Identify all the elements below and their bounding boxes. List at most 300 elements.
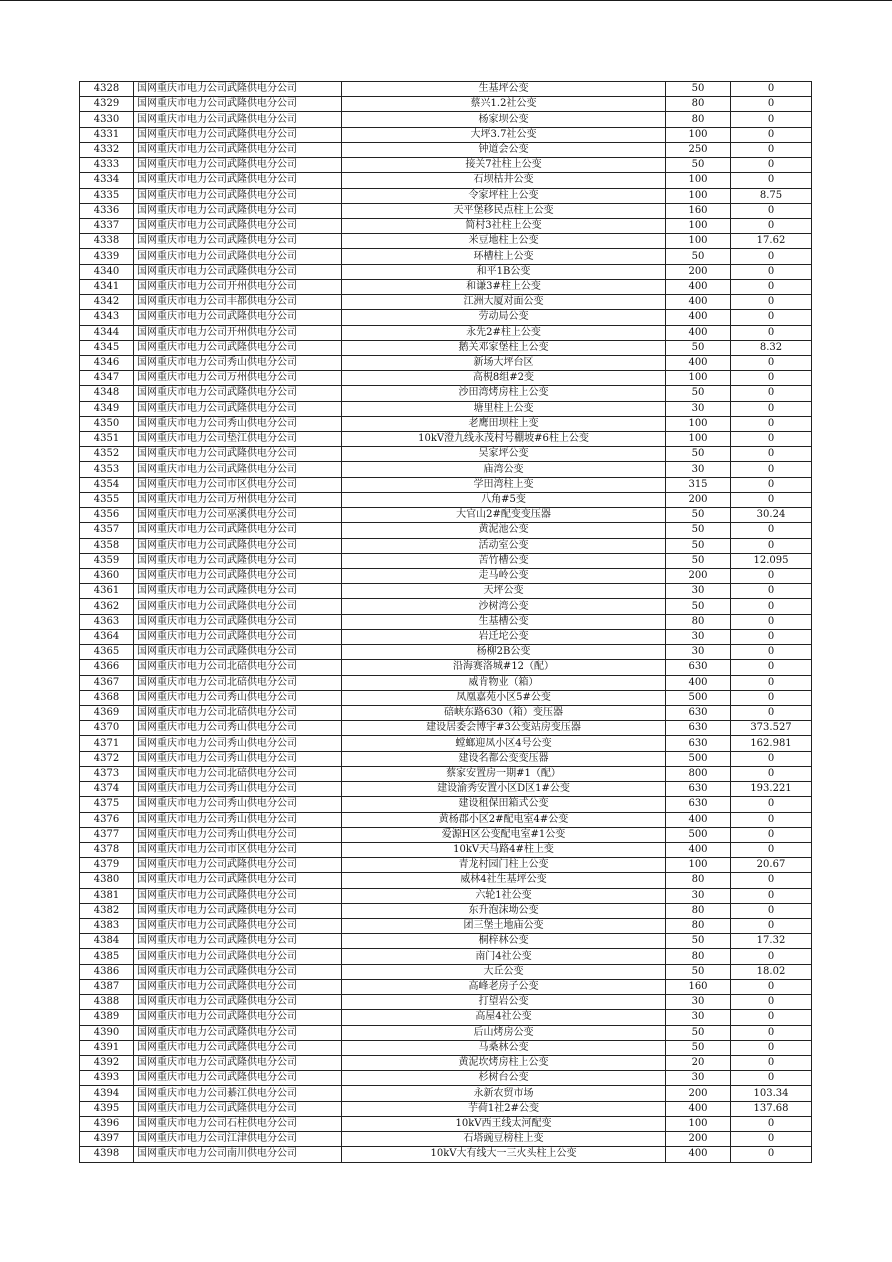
capacity-cell: 400 — [666, 279, 731, 294]
company-cell: 国网重庆市电力公司市区供电分公司 — [134, 477, 342, 492]
company-cell: 国网重庆市电力公司开州供电分公司 — [134, 279, 342, 294]
table-row — [80, 584, 812, 599]
transformer-name-cell: 永先2#柱上公变 — [342, 325, 666, 340]
value-cell: 17.62 — [731, 234, 812, 249]
row-number-cell: 4353 — [80, 462, 134, 477]
capacity-cell: 315 — [666, 477, 731, 492]
transformer-name-cell: 建设渝秀安置小区D区1#公变 — [342, 782, 666, 797]
transformer-name-cell: 苦竹槽公变 — [342, 553, 666, 568]
row-number-cell: 4382 — [80, 903, 134, 918]
row-number-cell: 4359 — [80, 553, 134, 568]
transformer-name-cell: 爱源H区公变配电室#1公变 — [342, 827, 666, 842]
value-cell: 17.32 — [731, 934, 812, 949]
transformer-name-cell: 沿海赛洛城#12（配） — [342, 660, 666, 675]
capacity-cell: 80 — [666, 903, 731, 918]
capacity-cell: 50 — [666, 386, 731, 401]
value-cell: 0 — [731, 310, 812, 325]
value-cell: 0 — [731, 82, 812, 97]
transformer-name-cell: 和平1B公变 — [342, 264, 666, 279]
transformer-name-cell: 岩迁坨公变 — [342, 629, 666, 644]
company-cell: 国网重庆市电力公司武隆供电分公司 — [134, 599, 342, 614]
capacity-cell: 400 — [666, 812, 731, 827]
table-row — [80, 964, 812, 979]
company-cell: 国网重庆市电力公司武隆供电分公司 — [134, 127, 342, 142]
company-cell: 国网重庆市电力公司秀山供电分公司 — [134, 797, 342, 812]
table-row — [80, 751, 812, 766]
table-row — [80, 1147, 812, 1162]
capacity-cell: 100 — [666, 432, 731, 447]
transformer-name-cell: 高峰老房子公变 — [342, 979, 666, 994]
company-cell: 国网重庆市电力公司开州供电分公司 — [134, 325, 342, 340]
value-cell: 0 — [731, 873, 812, 888]
value-cell: 0 — [731, 705, 812, 720]
value-cell: 137.68 — [731, 1101, 812, 1116]
value-cell: 0 — [731, 569, 812, 584]
row-number-cell: 4339 — [80, 249, 134, 264]
transformer-name-cell: 黄杨郡小区2#配电室4#公变 — [342, 812, 666, 827]
company-cell: 国网重庆市电力公司武隆供电分公司 — [134, 249, 342, 264]
capacity-cell: 100 — [666, 234, 731, 249]
row-number-cell: 4390 — [80, 1025, 134, 1040]
value-cell: 0 — [731, 599, 812, 614]
row-number-cell: 4389 — [80, 1010, 134, 1025]
company-cell: 国网重庆市电力公司秀山供电分公司 — [134, 751, 342, 766]
company-cell: 国网重庆市电力公司武隆供电分公司 — [134, 569, 342, 584]
value-cell: 0 — [731, 447, 812, 462]
capacity-cell: 50 — [666, 523, 731, 538]
capacity-cell: 400 — [666, 842, 731, 857]
value-cell: 0 — [731, 614, 812, 629]
company-cell: 国网重庆市电力公司秀山供电分公司 — [134, 721, 342, 736]
row-number-cell: 4395 — [80, 1101, 134, 1116]
transformer-name-cell: 蔡家安置房一期#1（配） — [342, 766, 666, 781]
value-cell: 0 — [731, 203, 812, 218]
value-cell: 0 — [731, 97, 812, 112]
row-number-cell: 4342 — [80, 295, 134, 310]
value-cell: 0 — [731, 355, 812, 370]
table-row — [80, 492, 812, 507]
row-number-cell: 4328 — [80, 82, 134, 97]
table-row — [80, 629, 812, 644]
table-row — [80, 158, 812, 173]
capacity-cell: 250 — [666, 142, 731, 157]
row-number-cell: 4362 — [80, 599, 134, 614]
transformer-name-cell: 黄泥坎烤房柱上公变 — [342, 1056, 666, 1071]
company-cell: 国网重庆市电力公司武隆供电分公司 — [134, 629, 342, 644]
row-number-cell: 4363 — [80, 614, 134, 629]
company-cell: 国网重庆市电力公司武隆供电分公司 — [134, 614, 342, 629]
company-cell: 国网重庆市电力公司武隆供电分公司 — [134, 218, 342, 233]
row-number-cell: 4340 — [80, 264, 134, 279]
row-number-cell: 4387 — [80, 979, 134, 994]
row-number-cell: 4391 — [80, 1040, 134, 1055]
row-number-cell: 4388 — [80, 995, 134, 1010]
transformer-name-cell: 塘里柱上公变 — [342, 401, 666, 416]
capacity-cell: 30 — [666, 462, 731, 477]
transformer-name-cell: 建设名都公变变压器 — [342, 751, 666, 766]
value-cell: 12.095 — [731, 553, 812, 568]
transformer-name-cell: 生基槽公变 — [342, 614, 666, 629]
company-cell: 国网重庆市电力公司武隆供电分公司 — [134, 858, 342, 873]
transformer-name-cell: 打望岩公变 — [342, 995, 666, 1010]
row-number-cell: 4336 — [80, 203, 134, 218]
value-cell: 0 — [731, 477, 812, 492]
table-row — [80, 127, 812, 142]
value-cell: 0 — [731, 903, 812, 918]
table-row — [80, 82, 812, 97]
value-cell: 0 — [731, 218, 812, 233]
row-number-cell: 4372 — [80, 751, 134, 766]
company-cell: 国网重庆市电力公司石柱供电分公司 — [134, 1116, 342, 1131]
capacity-cell: 500 — [666, 751, 731, 766]
row-number-cell: 4367 — [80, 675, 134, 690]
capacity-cell: 80 — [666, 919, 731, 934]
table-row — [80, 432, 812, 447]
table-row — [80, 279, 812, 294]
company-cell: 国网重庆市电力公司武隆供电分公司 — [134, 934, 342, 949]
value-cell: 0 — [731, 584, 812, 599]
row-number-cell: 4350 — [80, 416, 134, 431]
value-cell: 0 — [731, 812, 812, 827]
table-row — [80, 995, 812, 1010]
row-number-cell: 4365 — [80, 645, 134, 660]
table-row — [80, 782, 812, 797]
row-number-cell: 4329 — [80, 97, 134, 112]
row-number-cell: 4348 — [80, 386, 134, 401]
row-number-cell: 4347 — [80, 371, 134, 386]
row-number-cell: 4369 — [80, 705, 134, 720]
transformer-name-cell: 南门4社公变 — [342, 949, 666, 964]
transformer-name-cell: 凤凰嘉苑小区5#公变 — [342, 690, 666, 705]
company-cell: 国网重庆市电力公司武隆供电分公司 — [134, 462, 342, 477]
row-number-cell: 4377 — [80, 827, 134, 842]
transformer-name-cell: 米豆地柱上公变 — [342, 234, 666, 249]
capacity-cell: 50 — [666, 599, 731, 614]
table-row — [80, 690, 812, 705]
row-number-cell: 4397 — [80, 1132, 134, 1147]
capacity-cell: 500 — [666, 690, 731, 705]
table-row — [80, 142, 812, 157]
table-row — [80, 249, 812, 264]
table-row — [80, 1132, 812, 1147]
table-row — [80, 614, 812, 629]
company-cell: 国网重庆市电力公司武隆供电分公司 — [134, 340, 342, 355]
row-number-cell: 4356 — [80, 508, 134, 523]
company-cell: 国网重庆市电力公司武隆供电分公司 — [134, 142, 342, 157]
capacity-cell: 30 — [666, 995, 731, 1010]
company-cell: 国网重庆市电力公司秀山供电分公司 — [134, 690, 342, 705]
value-cell: 0 — [731, 842, 812, 857]
company-cell: 国网重庆市电力公司武隆供电分公司 — [134, 1056, 342, 1071]
capacity-cell: 50 — [666, 934, 731, 949]
capacity-cell: 100 — [666, 127, 731, 142]
capacity-cell: 80 — [666, 873, 731, 888]
row-number-cell: 4368 — [80, 690, 134, 705]
value-cell: 0 — [731, 401, 812, 416]
transformer-name-cell: 吴家坪公变 — [342, 447, 666, 462]
value-cell: 20.67 — [731, 858, 812, 873]
row-number-cell: 4393 — [80, 1071, 134, 1086]
row-number-cell: 4349 — [80, 401, 134, 416]
transformer-name-cell: 桐梓林公变 — [342, 934, 666, 949]
table-row — [80, 295, 812, 310]
table-row — [80, 234, 812, 249]
row-number-cell: 4351 — [80, 432, 134, 447]
transformer-name-cell: 后山烤房公变 — [342, 1025, 666, 1040]
capacity-cell: 100 — [666, 416, 731, 431]
value-cell: 0 — [731, 919, 812, 934]
capacity-cell: 50 — [666, 82, 731, 97]
transformer-name-cell: 鹅关邓家堡柱上公变 — [342, 340, 666, 355]
capacity-cell: 50 — [666, 538, 731, 553]
value-cell: 0 — [731, 492, 812, 507]
transformer-name-cell: 团三堡土地庙公变 — [342, 919, 666, 934]
row-number-cell: 4364 — [80, 629, 134, 644]
company-cell: 国网重庆市电力公司武隆供电分公司 — [134, 97, 342, 112]
capacity-cell: 630 — [666, 721, 731, 736]
value-cell: 0 — [731, 1071, 812, 1086]
value-cell: 193.221 — [731, 782, 812, 797]
transformer-name-cell: 天坪公变 — [342, 584, 666, 599]
value-cell: 0 — [731, 432, 812, 447]
transformer-name-cell: 令家坪柱上公变 — [342, 188, 666, 203]
transformer-name-cell: 和谦3#柱上公变 — [342, 279, 666, 294]
row-number-cell: 4381 — [80, 888, 134, 903]
row-number-cell: 4341 — [80, 279, 134, 294]
transformer-name-cell: 沙田湾烤房柱上公变 — [342, 386, 666, 401]
company-cell: 国网重庆市电力公司武隆供电分公司 — [134, 903, 342, 918]
value-cell: 0 — [731, 949, 812, 964]
transformer-name-cell: 环槽柱上公变 — [342, 249, 666, 264]
value-cell: 0 — [731, 1056, 812, 1071]
transformer-name-cell: 六轮1社公变 — [342, 888, 666, 903]
row-number-cell: 4337 — [80, 218, 134, 233]
transformer-name-cell: 生基坪公变 — [342, 82, 666, 97]
row-number-cell: 4383 — [80, 919, 134, 934]
capacity-cell: 30 — [666, 888, 731, 903]
capacity-cell: 160 — [666, 979, 731, 994]
transformer-name-cell: 建设租保田箱式公变 — [342, 797, 666, 812]
table-row — [80, 188, 812, 203]
row-number-cell: 4392 — [80, 1056, 134, 1071]
transformer-name-cell: 大坪3.7社公变 — [342, 127, 666, 142]
value-cell: 0 — [731, 766, 812, 781]
transformer-name-cell: 杨柳2B公变 — [342, 645, 666, 660]
transformer-name-cell: 10kV西王线太河配变 — [342, 1116, 666, 1131]
capacity-cell: 30 — [666, 629, 731, 644]
value-cell: 162.981 — [731, 736, 812, 751]
table-row — [80, 569, 812, 584]
company-cell: 国网重庆市电力公司綦江供电分公司 — [134, 1086, 342, 1101]
row-number-cell: 4394 — [80, 1086, 134, 1101]
company-cell: 国网重庆市电力公司秀山供电分公司 — [134, 736, 342, 751]
capacity-cell: 200 — [666, 264, 731, 279]
company-cell: 国网重庆市电力公司秀山供电分公司 — [134, 827, 342, 842]
company-cell: 国网重庆市电力公司武隆供电分公司 — [134, 888, 342, 903]
company-cell: 国网重庆市电力公司武隆供电分公司 — [134, 1101, 342, 1116]
row-number-cell: 4375 — [80, 797, 134, 812]
value-cell: 0 — [731, 371, 812, 386]
table-row — [80, 173, 812, 188]
transformer-table — [79, 81, 812, 1163]
row-number-cell: 4398 — [80, 1147, 134, 1162]
value-cell: 0 — [731, 538, 812, 553]
company-cell: 国网重庆市电力公司北碚供电分公司 — [134, 675, 342, 690]
row-number-cell: 4333 — [80, 158, 134, 173]
transformer-name-cell: 老鹰田坝柱上变 — [342, 416, 666, 431]
table-row — [80, 1086, 812, 1101]
transformer-name-cell: 活动室公变 — [342, 538, 666, 553]
capacity-cell: 80 — [666, 614, 731, 629]
transformer-name-cell: 石塔豌豆榜柱上变 — [342, 1132, 666, 1147]
row-number-cell: 4378 — [80, 842, 134, 857]
row-number-cell: 4338 — [80, 234, 134, 249]
capacity-cell: 100 — [666, 173, 731, 188]
row-number-cell: 4345 — [80, 340, 134, 355]
table-row — [80, 1056, 812, 1071]
table-row — [80, 721, 812, 736]
capacity-cell: 50 — [666, 964, 731, 979]
value-cell: 0 — [731, 416, 812, 431]
table-row — [80, 979, 812, 994]
company-cell: 国网重庆市电力公司武隆供电分公司 — [134, 553, 342, 568]
row-number-cell: 4352 — [80, 447, 134, 462]
table-row — [80, 858, 812, 873]
capacity-cell: 30 — [666, 401, 731, 416]
capacity-cell: 400 — [666, 310, 731, 325]
company-cell: 国网重庆市电力公司秀山供电分公司 — [134, 782, 342, 797]
table-row — [80, 401, 812, 416]
row-number-cell: 4385 — [80, 949, 134, 964]
transformer-name-cell: 10kV大有线大一三火头柱上公变 — [342, 1147, 666, 1162]
table-row — [80, 949, 812, 964]
capacity-cell: 160 — [666, 203, 731, 218]
company-cell: 国网重庆市电力公司武隆供电分公司 — [134, 949, 342, 964]
company-cell: 国网重庆市电力公司垫江供电分公司 — [134, 432, 342, 447]
transformer-name-cell: 新场大坪台区 — [342, 355, 666, 370]
value-cell: 0 — [731, 1010, 812, 1025]
company-cell: 国网重庆市电力公司武隆供电分公司 — [134, 386, 342, 401]
table-row — [80, 1071, 812, 1086]
value-cell: 0 — [731, 1116, 812, 1131]
value-cell: 0 — [731, 249, 812, 264]
table-row — [80, 371, 812, 386]
company-cell: 国网重庆市电力公司武隆供电分公司 — [134, 964, 342, 979]
transformer-name-cell: 走马岭公变 — [342, 569, 666, 584]
capacity-cell: 80 — [666, 949, 731, 964]
transformer-name-cell: 螳螂迎凤小区4号公变 — [342, 736, 666, 751]
table-row — [80, 97, 812, 112]
company-cell: 国网重庆市电力公司武隆供电分公司 — [134, 1071, 342, 1086]
company-cell: 国网重庆市电力公司武隆供电分公司 — [134, 401, 342, 416]
value-cell: 0 — [731, 751, 812, 766]
value-cell: 0 — [731, 173, 812, 188]
row-number-cell: 4344 — [80, 325, 134, 340]
row-number-cell: 4371 — [80, 736, 134, 751]
capacity-cell: 630 — [666, 797, 731, 812]
table-row — [80, 675, 812, 690]
capacity-cell: 200 — [666, 569, 731, 584]
transformer-name-cell: 沙树湾公变 — [342, 599, 666, 614]
table-row — [80, 264, 812, 279]
table-row — [80, 112, 812, 127]
table-row — [80, 827, 812, 842]
table-row — [80, 340, 812, 355]
row-number-cell: 4380 — [80, 873, 134, 888]
table-row — [80, 919, 812, 934]
value-cell: 0 — [731, 1025, 812, 1040]
top-rule — [0, 0, 892, 1]
capacity-cell: 200 — [666, 1086, 731, 1101]
transformer-name-cell: 威肯物业（箱） — [342, 675, 666, 690]
table-row — [80, 599, 812, 614]
capacity-cell: 100 — [666, 858, 731, 873]
value-cell: 0 — [731, 295, 812, 310]
row-number-cell: 4354 — [80, 477, 134, 492]
company-cell: 国网重庆市电力公司秀山供电分公司 — [134, 812, 342, 827]
table-row — [80, 447, 812, 462]
company-cell: 国网重庆市电力公司武隆供电分公司 — [134, 523, 342, 538]
capacity-cell: 100 — [666, 218, 731, 233]
value-cell: 103.34 — [731, 1086, 812, 1101]
capacity-cell: 50 — [666, 508, 731, 523]
transformer-name-cell: 庙湾公变 — [342, 462, 666, 477]
table-row — [80, 523, 812, 538]
capacity-cell: 200 — [666, 1132, 731, 1147]
table-row — [80, 477, 812, 492]
value-cell: 0 — [731, 112, 812, 127]
company-cell: 国网重庆市电力公司万州供电分公司 — [134, 371, 342, 386]
capacity-cell: 500 — [666, 827, 731, 842]
row-number-cell: 4386 — [80, 964, 134, 979]
transformer-name-cell: 大官山2#配变变压器 — [342, 508, 666, 523]
company-cell: 国网重庆市电力公司南川供电分公司 — [134, 1147, 342, 1162]
row-number-cell: 4360 — [80, 569, 134, 584]
row-number-cell: 4331 — [80, 127, 134, 142]
transformer-name-cell: 黄泥池公变 — [342, 523, 666, 538]
table-row — [80, 538, 812, 553]
transformer-name-cell: 高梘8组#2变 — [342, 371, 666, 386]
row-number-cell: 4335 — [80, 188, 134, 203]
table-row — [80, 842, 812, 857]
value-cell: 0 — [731, 1040, 812, 1055]
table-row — [80, 1025, 812, 1040]
value-cell: 30.24 — [731, 508, 812, 523]
table-row — [80, 1040, 812, 1055]
transformer-name-cell: 碚峡东路630（箱）变压器 — [342, 705, 666, 720]
company-cell: 国网重庆市电力公司武隆供电分公司 — [134, 645, 342, 660]
table-row — [80, 1010, 812, 1025]
table-row — [80, 325, 812, 340]
table-row — [80, 218, 812, 233]
value-cell: 0 — [731, 386, 812, 401]
transformer-name-cell: 石坝枯井公变 — [342, 173, 666, 188]
row-number-cell: 4330 — [80, 112, 134, 127]
table-row — [80, 1116, 812, 1131]
table-row — [80, 888, 812, 903]
value-cell: 0 — [731, 675, 812, 690]
company-cell: 国网重庆市电力公司武隆供电分公司 — [134, 82, 342, 97]
capacity-cell: 630 — [666, 660, 731, 675]
value-cell: 0 — [731, 142, 812, 157]
value-cell: 8.75 — [731, 188, 812, 203]
company-cell: 国网重庆市电力公司武隆供电分公司 — [134, 188, 342, 203]
value-cell: 0 — [731, 979, 812, 994]
capacity-cell: 50 — [666, 447, 731, 462]
transformer-name-cell: 天平堡移民点柱上公变 — [342, 203, 666, 218]
capacity-cell: 50 — [666, 553, 731, 568]
transformer-name-cell: 东升泡沫坳公变 — [342, 903, 666, 918]
